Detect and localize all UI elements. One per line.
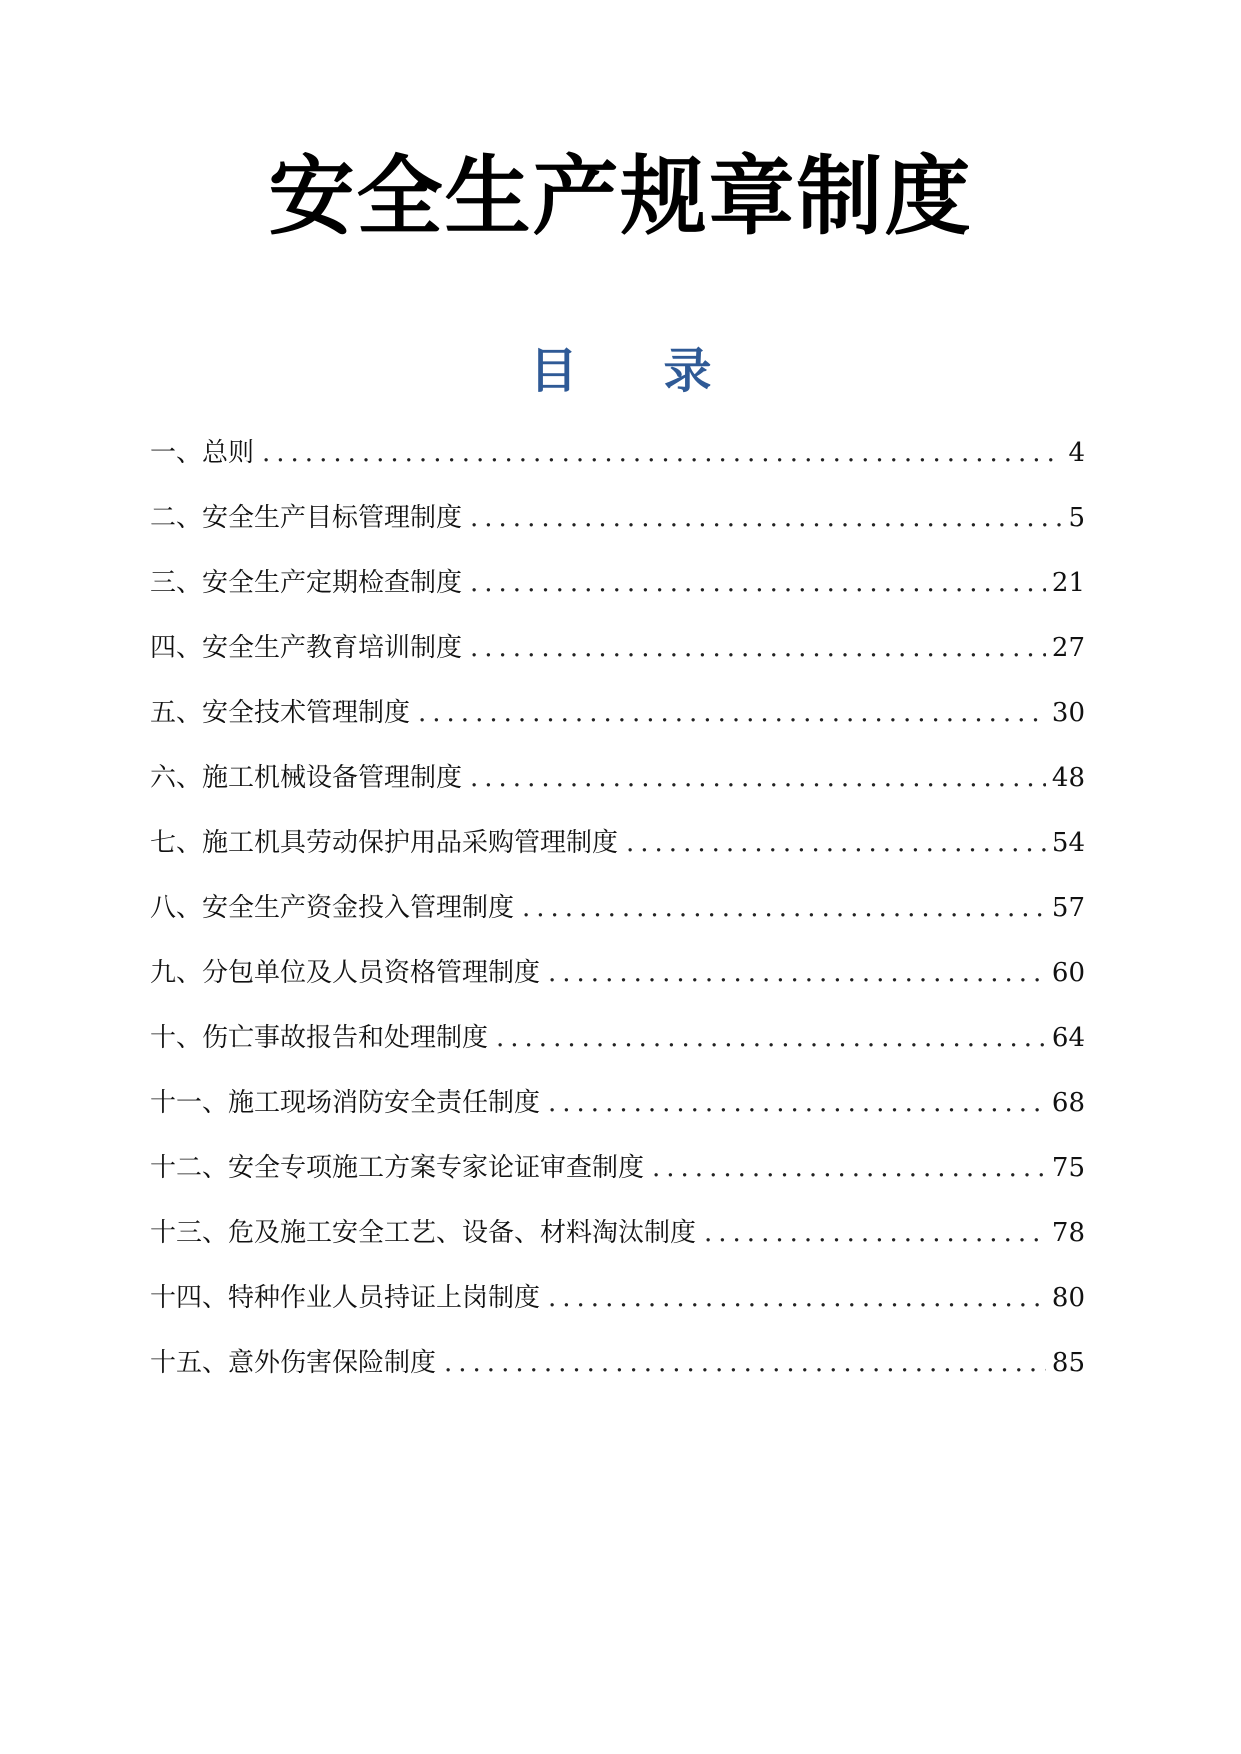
toc-entry-label: 十三、危及施工安全工艺、设备、材料淘汰制度: [150, 1218, 697, 1248]
toc-entry-page: 4: [1068, 438, 1085, 468]
toc-dot-leader: [418, 698, 1046, 728]
toc-dot-leader: [470, 633, 1046, 663]
toc-entry[interactable]: [150, 1277, 1085, 1342]
toc-entry[interactable]: [150, 432, 1085, 497]
toc-dot-leader: [262, 438, 1062, 468]
toc-entry-label: 二、安全生产目标管理制度: [150, 503, 463, 533]
toc-entry-label: 十一、施工现场消防安全责任制度: [150, 1088, 541, 1118]
toc-entry[interactable]: [150, 822, 1085, 887]
toc-dot-leader: [470, 503, 1062, 533]
toc-entry-page: 48: [1051, 763, 1085, 793]
toc-entry-label: 十四、特种作业人员持证上岗制度: [150, 1283, 541, 1313]
toc-dot-leader: [548, 958, 1046, 988]
toc-entry[interactable]: [150, 887, 1085, 952]
toc-dot-leader: [444, 1348, 1046, 1378]
toc-dot-leader: [626, 828, 1046, 858]
toc-entry-label: 十五、意外伤害保险制度: [150, 1348, 437, 1378]
toc-dot-leader: [548, 1283, 1046, 1313]
toc-entry-page: 64: [1051, 1023, 1085, 1053]
toc-entry[interactable]: [150, 952, 1085, 1017]
toc-entry-label: 八、安全生产资金投入管理制度: [150, 893, 515, 923]
toc-entry-label: 一、总则: [150, 438, 255, 468]
toc-entry-page: 54: [1051, 828, 1085, 858]
toc-entry-page: 80: [1051, 1283, 1085, 1313]
toc-dot-leader: [496, 1023, 1046, 1053]
toc-entry-page: 57: [1051, 893, 1085, 923]
toc-entry-label: 十二、安全专项施工方案专家论证审查制度: [150, 1153, 645, 1183]
table-of-contents: [150, 432, 1085, 1407]
toc-entry-page: 75: [1051, 1153, 1085, 1183]
toc-entry-label: 五、安全技术管理制度: [150, 698, 411, 728]
toc-dot-leader: [470, 763, 1046, 793]
toc-entry-page: 68: [1051, 1088, 1085, 1118]
toc-entry-page: 85: [1051, 1348, 1085, 1378]
toc-entry-label: 六、施工机械设备管理制度: [150, 763, 463, 793]
toc-dot-leader: [522, 893, 1046, 923]
toc-entry-label: 四、安全生产教育培训制度: [150, 633, 463, 663]
toc-entry[interactable]: [150, 757, 1085, 822]
toc-entry-page: 5: [1068, 503, 1085, 533]
toc-entry-page: 21: [1051, 568, 1085, 598]
toc-dot-leader: [548, 1088, 1046, 1118]
toc-entry[interactable]: [150, 1342, 1085, 1407]
toc-dot-leader: [652, 1153, 1046, 1183]
toc-entry[interactable]: [150, 627, 1085, 692]
toc-entry-label: 十、伤亡事故报告和处理制度: [150, 1023, 489, 1053]
toc-entry[interactable]: [150, 1212, 1085, 1277]
toc-dot-leader: [704, 1218, 1046, 1248]
toc-entry[interactable]: [150, 562, 1085, 627]
toc-entry-page: 30: [1051, 698, 1085, 728]
toc-dot-leader: [470, 568, 1046, 598]
toc-entry[interactable]: [150, 1017, 1085, 1082]
toc-entry[interactable]: [150, 497, 1085, 562]
toc-entry-label: 三、安全生产定期检查制度: [150, 568, 463, 598]
toc-entry[interactable]: [150, 692, 1085, 757]
toc-entry[interactable]: [150, 1082, 1085, 1147]
toc-entry-page: 78: [1051, 1218, 1085, 1248]
toc-entry-label: 七、施工机具劳动保护用品采购管理制度: [150, 828, 619, 858]
toc-entry-page: 27: [1051, 633, 1085, 663]
toc-entry-page: 60: [1051, 958, 1085, 988]
toc-entry[interactable]: [150, 1147, 1085, 1212]
document-title: 安全生产规章制度: [268, 147, 973, 247]
toc-heading: 目录: [529, 343, 798, 399]
toc-entry-label: 九、分包单位及人员资格管理制度: [150, 958, 541, 988]
